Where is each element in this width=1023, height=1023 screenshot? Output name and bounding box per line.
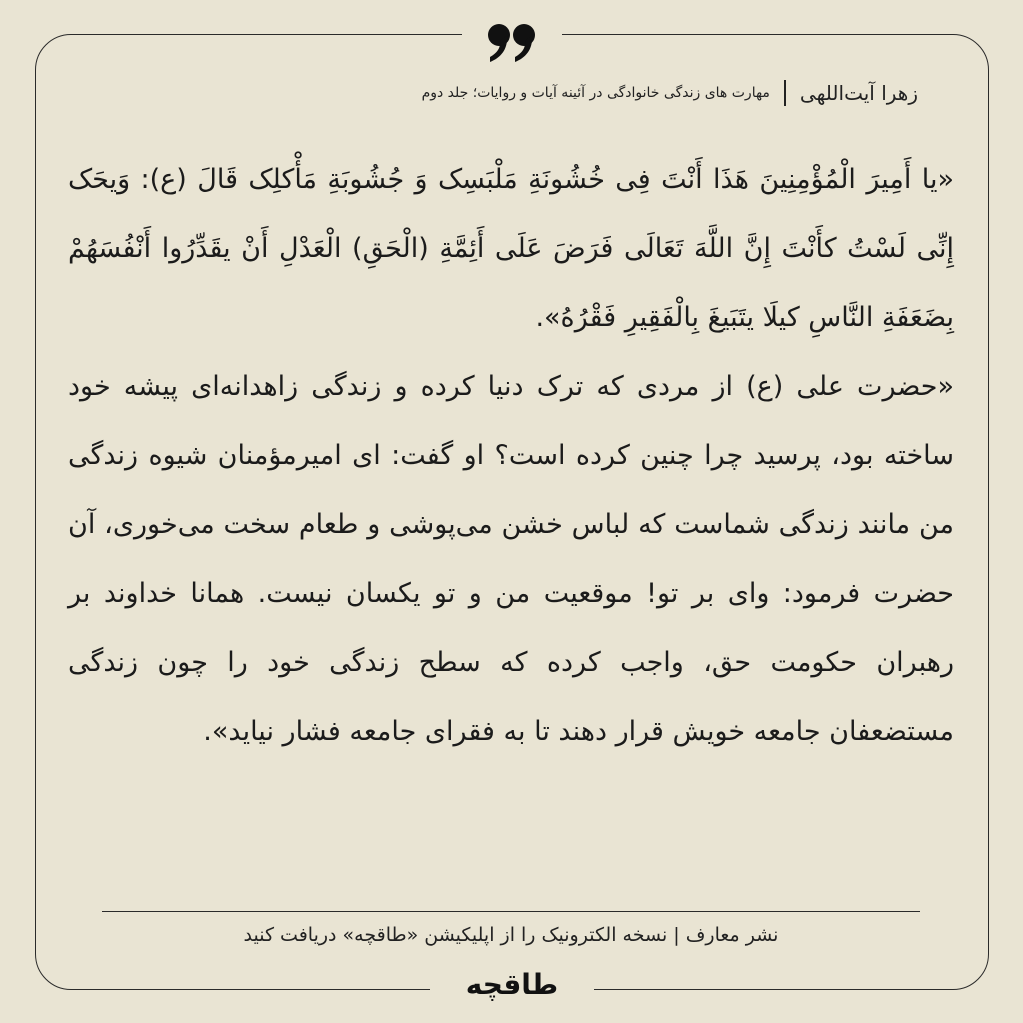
quote-mark-icon (482, 12, 542, 72)
book-header (422, 80, 918, 106)
book-title: مهارت های زندگی خانوادگی در آئینه آیات و روایات؛ جلد دوم (421, 85, 770, 101)
logo-wordmark: طاقچه (465, 968, 559, 1001)
persian-translation: «حضرت علی (ع) از مردی که ترک دنیا کرده و زندگی زاهدانه‌ای پیشه خود ساخته بود، پرسید چرا چنین کرده است؟ او گفت: ای امیرمؤمنان شیوه زندگی من مانند زندگی شماست که لباس خشن می‌پوشی و طعام سخت می‌خوری، آن حضرت فرمود: وای بر تو! موقعیت من و تو یکسان نیست. همانا خداوند بر رهبران حکومت حق، واجب کرده که سطح زندگی خود را چون زندگی مستضعفان جامعه خویش قرار دهند تا به فقرای جامعه فشار نیاید». (68, 371, 954, 747)
arabic-hadith: «یا أَمِیرَ الْمُؤْمِنِینَ هَذَا أَنْتَ فِی خُشُونَةِ مَلْبَسِک وَ جُشُوبَةِ مَأْکلِک قَالَ (ع): وَیحَک إِنِّی لَسْتُ کأَنْتَ إِنَّ اللَّهَ تَعَالَی فَرَضَ عَلَی أَئِمَّةِ (الْحَقِ) الْعَدْلِ أَنْ یقَدِّرُوا أَنْفُسَهُمْ بِضَعَفَةِ النَّاسِ کیلَا یتَبَیغَ بِالْفَقِیرِ فَقْرُهُ». (68, 164, 954, 333)
author-name: زهرا آیت‌اللهی (799, 81, 918, 105)
footer-divider (102, 911, 920, 912)
quote-body (68, 145, 954, 766)
header-separator (784, 80, 786, 106)
taaghche-logo (452, 964, 572, 1004)
footer-note: نشر معارف | نسخه الکترونیک را از اپلیکیشن «طاقچه» دریافت کنید (243, 924, 779, 946)
